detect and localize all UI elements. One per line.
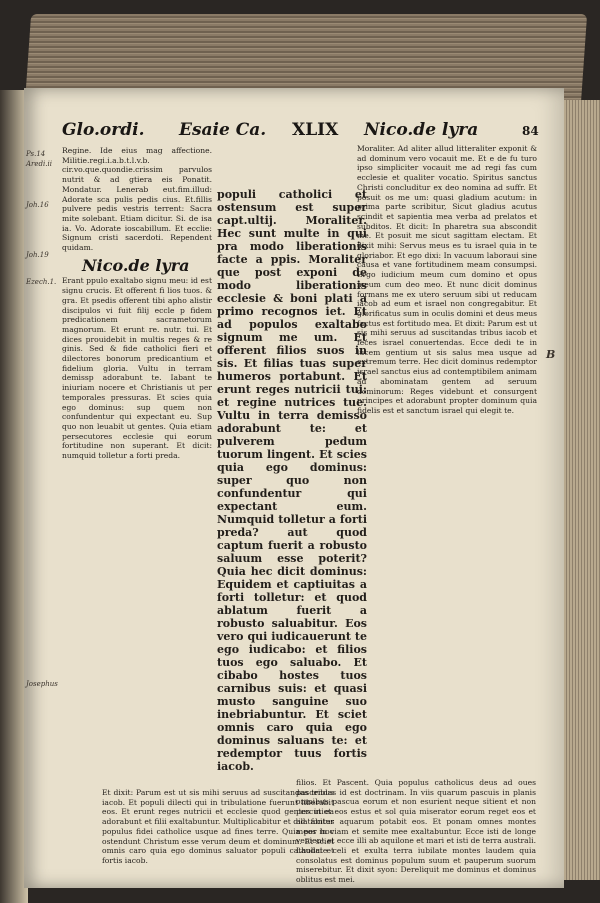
margin-note-3: Joh.16 (26, 201, 49, 209)
left-section-title: Nico.de lyra (82, 255, 190, 275)
left-commentary-text: Erant ppulo exaltabo signu meu: id est signu crucis. Et offerent fi lios tuos. & gra. Et psedis offerent tibi apho alistir discipulos vi fuit filij eccle p fidem predicationem sacrametorum magnorum. Et erunt re. nutr. tui. Et dices prouidebit in multis reges & re ginis. Sed & fide catholici fieri et dilectores bonorum predicantium et fidelium gloria. Vultu in terram demissp adorabunt te. Iabant te iniuriam nocere et Christianis ut per temporales pressuras. Et scies quia ego dominus: sup quem non confundentur qui expectant eu. Sup quo non leuabit ut gentes. Quia etiam persecutores ecclesie qui eorum fortitudine non superant. Et dicit: numquid tolletur a forti preda. (62, 276, 212, 461)
margin-note-4: Joh.19 (26, 251, 49, 259)
header-chapter: XLIX (292, 120, 339, 140)
scripture-text: populi catholici et ostensum est super capt.ultij. Moraliter. Hec sunt multe in qui pra modo liberationis facte a ppis. Moraliter que post exponi de modo liberationis ecclesie & boni plati a primo recognos iet. Et ad populos exaltabo signum me um. Et offerent filios suos in sis. Et filias tuas super humeros portabunt. Et erunt reges nutricii tui: et regine nutrices tue. Vultu in terra demisso adorabunt te: et pulverem pedum tuorum lingent. Et scies quia ego dominus: super quo non confundentur qui expectant eum. Numquid tolletur a forti preda? aut quod captum fuerit a robusto saluum esse poterit? Quia hec dicit dominus: Equidem et captiuitas a forti tolletur: et quod ablatum fuerit a robusto saluabitur. Eos vero qui iudicauerunt te ego iudicabo: et filios tuos ego saluabo. Et cibabo hostes tuos carnibus suis: et quasi musto sanguine suo inebriabuntur. Et sciet omnis caro quia ego dominus saluans te: et redemptor tuus fortis iacob. (217, 188, 367, 773)
running-header (24, 120, 564, 146)
margin-note-6: Josephus (26, 680, 58, 688)
folio-number: 84 (522, 124, 539, 138)
book-page (24, 88, 564, 888)
gloss-text: Regine. Ide eius mag affectione. Militie.regi.i.a.b.t.l.v.b. cir.vo.que.quondie.crissim parvulos nutrit & ad gtiera eis Ponatit. Mondatur. Lenerab eut.fim.illud: Adorate sca pulis pedis cius. Et.fillis pulvere pedis vestris terrent: Sacra mite solebant. Etiam dicitur. Si. de isa ia. Vo. Adorate ioscabillum. Et ecclie: Signum cristi sacerdoti. Rependent quidam. (62, 146, 212, 253)
header-gloss: Glo.ordi. (62, 120, 145, 140)
bottom-right-text: filios. Et Pascent. Quia populus catholicus deus ad oues pascendas id est doctrinam. In viis quarum pascuis in planis omnibus pascua eorum et non esurient neque sitient et non percutiet eos estus et sol quia miserator eorum reget eos et ad fontes aquarum potabit eos. Et ponam omnes montes meos in viam et semite mee exaltabuntur. Ecce isti de longe venient et ecce illi ab aquilone et mari et isti de terra australi. Laudate celi et exulta terra iubilate montes laudem quia consolatus est dominus populum suum et pauperum suorum miserebitur. Et dixit syon: Dereliquit me dominus et dominus oblitus est mei. (296, 778, 536, 885)
scripture-column (217, 188, 367, 773)
bottom-mid-text: Et dixit: Parum est ut sis mihi seruus ad suscitandas tribus iacob. Et populi dilecti qui in tribulatione fuerunt liberabit eos. Et erunt reges nutricii et ecclesie quod gentes in ea adorabunt et filii exaltabuntur. Multiplicabitur et dilatabitur populus fidei catholice usque ad fines terre. Quia per hoc ostendunt Christum esse verum deum et dominum. Et sciet omnis caro quia ego dominus saluator populi catholici et fortis iacob. (102, 788, 334, 865)
margin-letter: B (546, 348, 556, 361)
margin-note-2: Aredi.ii (26, 160, 52, 168)
header-book: Esaie Ca. (179, 120, 267, 140)
gloss-column (62, 146, 212, 461)
lyra-column (357, 144, 537, 416)
header-nico: Nico.de lyra (364, 120, 479, 140)
lyra-text: Moraliter. Ad aliter allud litteraliter exponit & ad dominum vero vocauit me. Et e de fu turo ipso simpliciter vocauit me ad regi fas cum ecclesie et qualiter vocatio. Spiritus sanctus Christi concluditur ex deo nomina ad suffr. Et posuit os me um: quasi gladium acutum: in prima parte scribitur, Sicut gladius acutus scindit et sapientia mea verba ad prelatos et subditos. Et dicit: In pharetra sua abscondit me. Et posuit me sicut sagittam electam. Et dixit mihi: Servus meus es tu israel quia in te gloriabor. Et ego dixi: In vacuum laboraui sine causa et vane fortitudinem meam consumpsi. Ergo iudicium meum cum domino et opus meum cum deo meo. Et nunc dicit dominus formans me ex utero seruum sibi ut reducam iacob ad eum et israel non congregabitur. Et glorificatus sum in oculis domini et deus meus factus est fortitudo mea. Et dixit: Parum est ut sis mihi seruus ad suscitandas tribus iacob et feces israel conuertendas. Ecce dedi te in lucem gentium ut sis salus mea usque ad extremum terre. Hec dicit dominus redemptor israel sanctus eius ad contemptibilem animam ad abominatam gentem ad seruum dominorum: Reges videbunt et consurgent principes et adorabunt propter dominum quia fidelis est et sanctum israel qui elegit te. (357, 144, 537, 415)
bottom-right-commentary (296, 778, 536, 885)
margin-note-1: Ps.14 (26, 150, 46, 158)
margin-note-5: Ezech.1. (26, 278, 57, 286)
right-page-edges (564, 100, 600, 880)
